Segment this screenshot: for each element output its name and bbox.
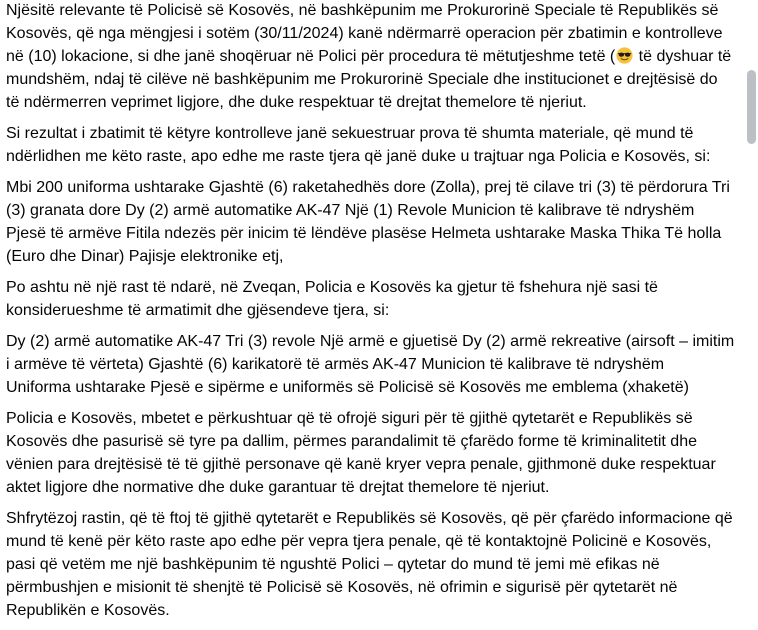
scrollbar[interactable] [744, 0, 758, 600]
text-line: ndërlidhen me këto raste, apo edhe me raste tjera që janë duke u trajtuar nga Policia e Kosovës, si: [6, 148, 711, 165]
post-paragraph-3 [6, 176, 746, 268]
text-line: Si rezultat i zbatimit të këtyre kontrolleve janë sekuestruar prova të shumta materiale, që mund të [6, 125, 694, 142]
text-line: Njësitë relevante të Policisë së Kosovës, në bashkëpunim me Prokurorinë Speciale të Republikës së [6, 2, 719, 19]
text-line: Kosovës dhe pasurisë së tyre pa dallim, përmes parandalimit të çfarëdo forme të kriminalitetit dhe [6, 433, 697, 450]
text-line: përmbushjen e misionit të shenjtë të Policisë së Kosovës, në ofrimin e sigurisë për qytetarët në [6, 579, 678, 596]
text-segment: në (10) lokacione, si dhe janë shoqëruar në Polici për procedura të mëtutjeshme tetë ( [6, 48, 616, 65]
text-line: i armëve të vërteta) Gjashtë (6) karikatorë të armës AK-47 Municion të kalibrave të ndryshëm [6, 356, 665, 373]
text-line-with-emoji [6, 45, 746, 68]
text-line: Dy (2) armë automatike AK-47 Tri (3) revole Një armë e gjuetisë Dy (2) armë rekreative (airsoft – imitim [6, 333, 735, 350]
text-line: mund të kenë për këto raste apo edhe për vepra tjera penale, që të kontaktojnë Policinë e Kosovës, [6, 533, 712, 550]
text-line: vënien para drejtësisë të të gjithë personave që kanë kryer vepra penale, gjithmonë duke respektuar [6, 456, 716, 473]
text-line: Po ashtu në një rast të ndarë, në Zveqan, Policia e Kosovës ka gjetur të fshehura një sasi të [6, 279, 658, 296]
text-line: (Euro dhe Dinar) Pajisje elektronike etj, [6, 248, 284, 265]
post-paragraph-5 [6, 330, 746, 399]
text-line: Policia e Kosovës, mbetet e përkushtuar që të ofrojë siguri për të gjithë qytetarët e Republikës së [6, 410, 693, 427]
text-line: mundshëm, ndaj të cilëve në bashkëpunim me Prokurorinë Speciale dhe institucionet e drejtësisë do [6, 71, 718, 88]
text-line: Mbi 200 uniforma ushtarake Gjashtë (6) raketahedhës dore (Zolla), prej të cilave tri (3) të përdorura Tri [6, 179, 730, 196]
text-line: Shfrytëzoj rastin, që të ftoj të gjithë qytetarët e Republikës së Kosovës, që për çfarëdo informacione që [6, 510, 733, 527]
text-line: Republikën e Kosovës. [6, 602, 170, 619]
sunglasses-emoji-icon [616, 47, 633, 64]
text-line: pasi që vetëm me një bashkëpunim të ngushtë Polici – qytetar do mund të jemi më efikas në [6, 556, 660, 573]
text-line: (3) granata dore Dy (2) armë automatike AK-47 Një (1) Revole Municion të kalibrave të ndryshëm [6, 202, 695, 219]
text-line: të ndërmerren veprimet ligjore, dhe duke respektuar të drejtat themelore të njeriut. [6, 94, 587, 111]
post-paragraph-1 [6, 0, 746, 114]
text-line: Uniforma ushtarake Pjesë e sipërme e uniformës së Policisë së Kosovës me emblema (xhaketë) [6, 379, 689, 396]
text-line: Kosovës, që nga mëngjesi i sotëm (30/11/2024) kanë ndërmarrë operacion për zbatimin e kontrolleve [6, 25, 723, 42]
text-segment: të dyshuar të [634, 48, 732, 65]
post-paragraph-2 [6, 122, 746, 168]
post-paragraph-6 [6, 407, 746, 499]
text-line: konsiderueshme të armatimit dhe gjësendeve tjera, si: [6, 302, 390, 319]
text-line: Pjesë të armëve Fitila ndezës për inicim të lëndëve plasëse Helmeta ushtarake Maska Thika Të holla [6, 225, 722, 242]
text-line: aktet ligjore dhe normative dhe duke garantuar të drejtat themelore të njeriut. [6, 479, 550, 496]
post-paragraph-7 [6, 507, 746, 622]
post-paragraph-4 [6, 276, 746, 322]
scrollbar-thumb[interactable] [747, 70, 756, 144]
post-text [6, 0, 746, 630]
